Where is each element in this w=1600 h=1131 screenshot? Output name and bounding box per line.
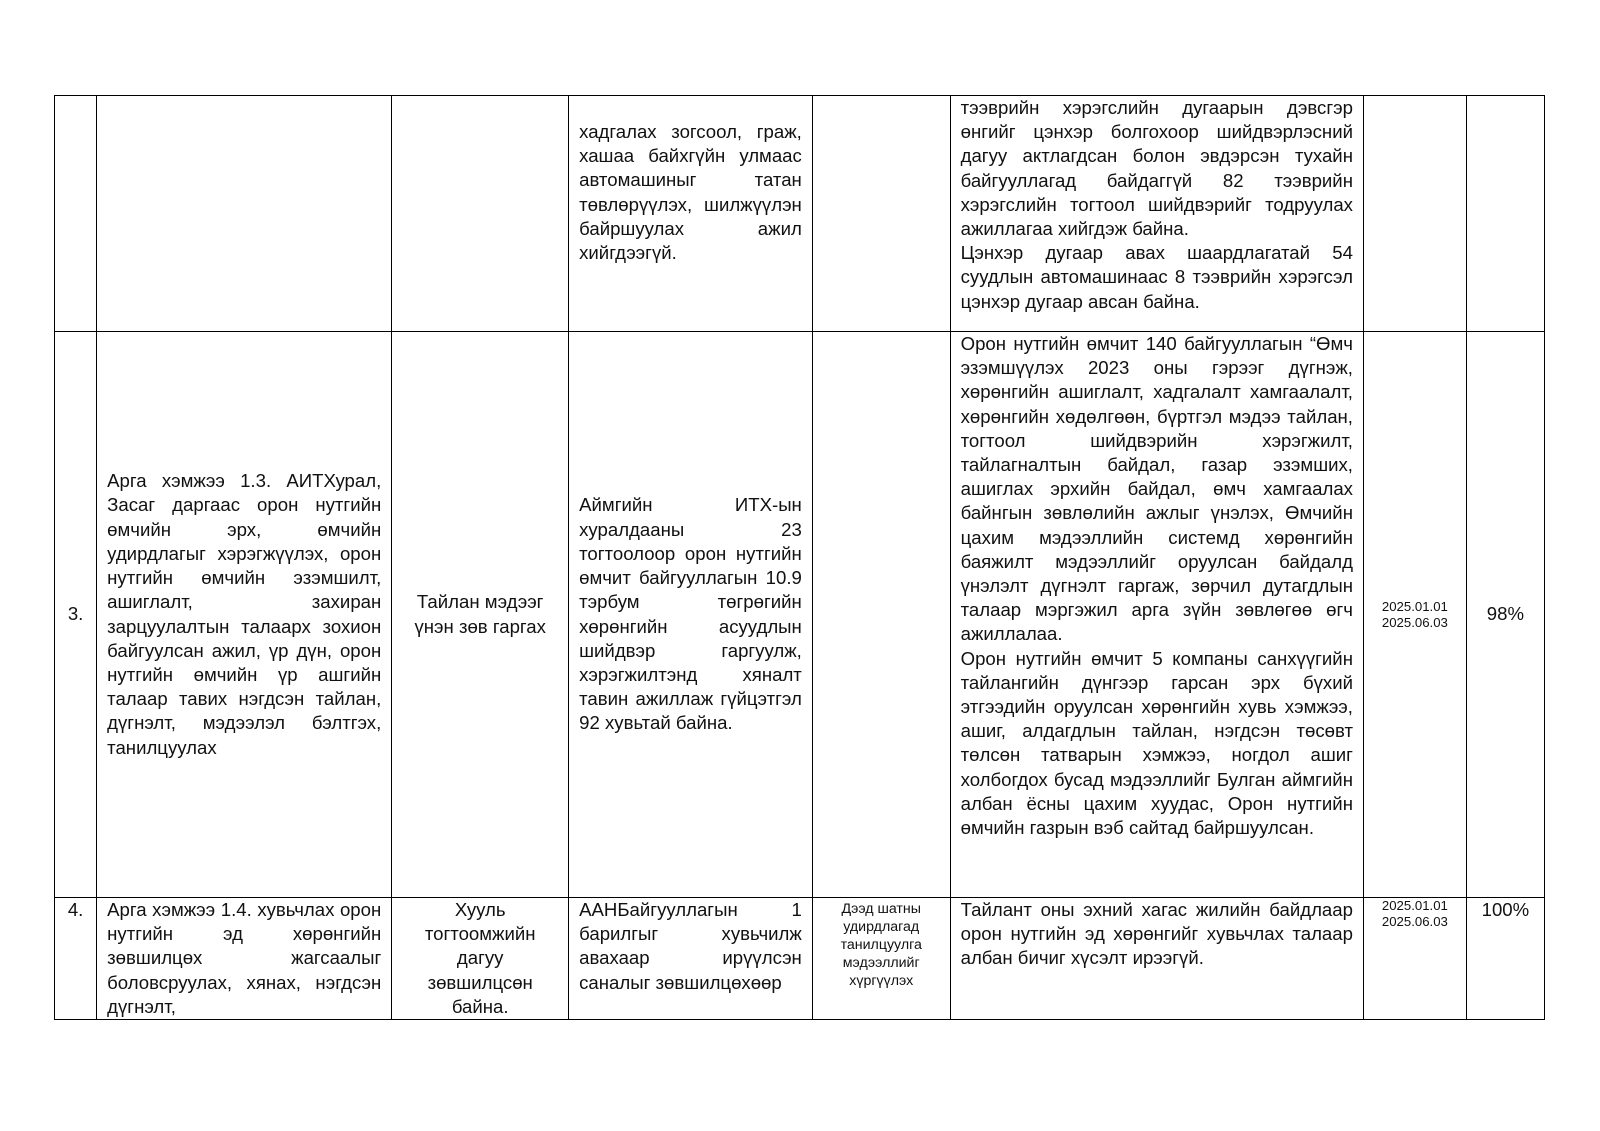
result-paragraph-2: Цэнхэр дугаар авах шаардлагатай 54 суудлын автомашинаас 8 тээврийн хэрэгсэл цэнхэр дугаар авсан байна. bbox=[960, 242, 1353, 312]
cell-percent: 100% bbox=[1466, 898, 1544, 1020]
date-end: 2025.06.03 bbox=[1381, 614, 1448, 630]
cell-result bbox=[950, 96, 1363, 332]
cell-activity: Арга хэмжээ 1.3. АИТХурал, Засаг даргаас орон нутгийн өмчийн эрх, өмчийн удирдлагыг хэрэгжүүлэх, орон нутгийн өмчийн эзэмшилт, ашиглалт, захиран зарцуулалтын талаарх зохион байгуулсан ажил, үр дүн, орон нутгийн өмчийн үр ашгийн талаар тавих нэгдсэн тайлан, дүгнэлт, мэдээлэл бэлтгэх, танилцуулах bbox=[97, 332, 392, 898]
cell-dates bbox=[1363, 332, 1466, 898]
table-row-continued bbox=[55, 96, 1545, 332]
date-start: 2025.01.01 bbox=[1381, 898, 1448, 913]
cell-result bbox=[950, 332, 1363, 898]
cell-number: 3. bbox=[55, 332, 97, 898]
date-end: 2025.06.03 bbox=[1381, 913, 1448, 929]
cell-indicator bbox=[392, 96, 569, 332]
cell-target-group: Дээд шатны удирдлагад танилцуулга мэдээллийг хүргүүлэх bbox=[812, 898, 950, 1020]
result-paragraph-2: Орон нутгийн өмчит 5 компаны санхүүгийн тайлангийн дүнгээр гарсан эрх бүхий этгээдийн оруулсан хөрөнгийн хувь хэмжээ, ашиг, алдагдлын тайлан, нэгдсэн төсөвт төлсөн татварын хэмжээ, ногдол ашиг холбогдох бусад мэдээллийг Булган аймгийн албан ёсны цахим хуудас, Орон нутгийн өмчийн газрын вэб сайтад байршуулсан. bbox=[960, 647, 1353, 839]
cell-percent bbox=[1466, 96, 1544, 332]
cell-implementation: ААНБайгууллагын 1 барилгыг хувьчилж авахаар ирүүлсэн саналыг зөвшилцөхөөр bbox=[569, 898, 813, 1020]
report-table bbox=[54, 95, 1545, 1020]
cell-indicator: Хууль тогтоомжийн дагуу зөвшилцсөн байна. bbox=[392, 898, 569, 1020]
cell-percent: 98% bbox=[1466, 332, 1544, 898]
result-paragraph-1: тээврийн хэрэгслийн дугаарын дэвсгэр өнгийг цэнхэр болгохоор шийдвэрлэсний дагуу актлагдсан болон эвдэрсэн тухайн байгууллагад байдаггүй 82 тээврийн хэрэгслийн тогтоол шийдвэрийг тодруулах ажиллагаа хийгдэж байна. bbox=[960, 97, 1353, 240]
cell-activity: Арга хэмжээ 1.4. хувьчлах орон нутгийн эд хөрөнгийн зөвшилцөх жагсаалыг боловсруулах, хянах, нэгдсэн дүгнэлт, bbox=[97, 898, 392, 1020]
cell-target-group bbox=[812, 96, 950, 332]
result-paragraph-1: Орон нутгийн өмчит 140 байгууллагын “Өмч эзэмшүүлэх 2023 оны гэрээг дүгнэж, хөрөнгийн ашиглалт, хадгалалт хамгаалалт, хөрөнгийн хөдөлгөөн, бүртгэл мэдээ тайлан, тогтоол шийдвэрийн хэрэгжилт, тайлагналтын байдал, газар эзэмших, ашиглах эрхийн байдал, өмч хамгаалах байнгын зөвлөлийн ажлыг үнэлэх, Өмчийн цахим мэдээллийн системд хөрөнгийн баяжилт мэдээллийг оруулсан байдалд үнэлэлт дүгнэлт гаргаж, зөрчил дутагдлын талаар мэргэжил арга зүйн зөвлөгөө өгч ажиллалаа. bbox=[960, 333, 1353, 645]
cell-result: Тайлант оны эхний хагас жилийн байдлаар орон нутгийн эд хөрөнгийг хувьчлах талаар албан бичиг хүсэлт ирээгүй. bbox=[950, 898, 1363, 1020]
date-start: 2025.01.01 bbox=[1381, 599, 1448, 614]
table-row-3 bbox=[55, 332, 1545, 898]
cell-number bbox=[55, 96, 97, 332]
table-row-4 bbox=[55, 898, 1545, 1020]
cell-dates bbox=[1363, 898, 1466, 1020]
cell-implementation: Аймгийн ИТХ-ын хуралдааны 23 тогтоолоор орон нутгийн өмчит байгууллагын 10.9 тэрбум төгрөгийн хөрөнгийн асуудлын шийдвэр гаргуулж, хэрэгжилтэнд хяналт тавин ажиллаж гүйцэтгэл 92 хувьтай байна. bbox=[569, 332, 813, 898]
cell-target-group bbox=[812, 332, 950, 898]
cell-number: 4. bbox=[55, 898, 97, 1020]
cell-implementation: хадгалах зогсоол, граж, хашаа байхгүйн улмаас автомашиныг татан төвлөрүүлэх, шилжүүлэн байршуулах ажил хийгдээгүй. bbox=[569, 96, 813, 332]
cell-dates bbox=[1363, 96, 1466, 332]
cell-activity bbox=[97, 96, 392, 332]
cell-indicator: Тайлан мэдээг үнэн зөв гаргах bbox=[392, 332, 569, 898]
